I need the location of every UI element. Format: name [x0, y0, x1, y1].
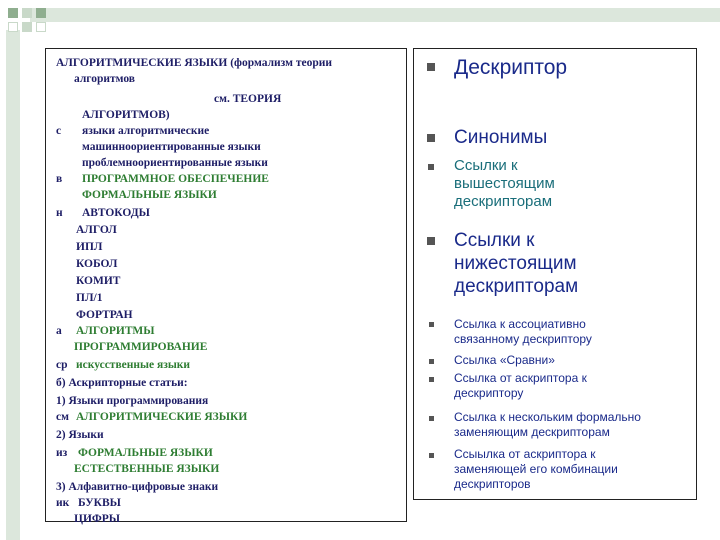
square-bullet-icon [429, 453, 434, 458]
entry-line: б) Аскрипторные статьи: [56, 377, 188, 389]
entry-line: проблемноориентированные языки [82, 157, 268, 169]
entry-line: а АЛГОРИТМЫ [56, 325, 155, 337]
entry-line: из ФОРМАЛЬНЫЕ ЯЗЫКИ [56, 447, 213, 459]
deco-square [8, 22, 18, 32]
entry-line: с языки алгоритмические [56, 125, 210, 137]
legend-link-compare: Ссылка «Сравни» [454, 353, 555, 367]
entry-line: см АЛГОРИТМИЧЕСКИЕ ЯЗЫКИ [56, 411, 248, 423]
square-bullet-icon [427, 63, 435, 71]
entry-line: АЛГОРИТМОВ) [82, 109, 170, 121]
entry-line: в ПРОГРАММНОЕ ОБЕСПЕЧЕНИЕ [56, 173, 269, 185]
entry-line: машинноориентированные языки [82, 141, 261, 153]
deco-square [36, 22, 46, 32]
legend-descriptor: Дескриптор [454, 56, 568, 79]
entry-line: н АВТОКОДЫ [56, 207, 150, 219]
deco-square [8, 8, 18, 18]
deco-square [36, 8, 46, 18]
entry-line: АЛГОРИТМИЧЕСКИЕ ЯЗЫКИ (формализм теории [56, 57, 332, 69]
square-bullet-icon [428, 164, 434, 170]
square-bullet-icon [429, 416, 434, 421]
entry-line: ср искусственные языки [56, 359, 191, 371]
square-bullet-icon [429, 377, 434, 382]
square-bullet-icon [429, 359, 434, 364]
entry-line: ФОРТРАН [76, 309, 133, 321]
square-bullet-icon [427, 237, 435, 245]
legend-link-several: Ссылка к нескольким формально заменяющим дескрипторам [454, 410, 641, 439]
legend-link-assoc: Ссылка к ассоциативно связанному дескриптору [454, 317, 592, 346]
entry-line: алгоритмов [74, 73, 136, 85]
entry-line: 2) Языки [56, 429, 104, 441]
entry-line: 1) Языки программирования [56, 395, 209, 407]
entry-line: 3) Алфавитно-цифровые знаки [56, 481, 219, 493]
thesaurus-entry-panel [45, 48, 407, 525]
entry-line: КОБОЛ [76, 258, 118, 270]
entry-line: ЕСТЕСТВЕННЫЕ ЯЗЫКИ [74, 463, 220, 475]
square-bullet-icon [429, 322, 434, 327]
legend-links-down: Ссылки к нижестоящим дескрипторам [454, 230, 579, 297]
entry-line: ПЛ/1 [76, 292, 103, 304]
entry-line: ИПЛ [76, 241, 103, 253]
entry-line: ик БУКВЫ [56, 497, 121, 509]
entry-line: КОМИТ [76, 275, 121, 287]
square-bullet-icon [427, 134, 435, 142]
entry-line: АЛГОЛ [76, 224, 117, 236]
deco-square [22, 8, 32, 18]
deco-square [22, 22, 32, 32]
legend-synonyms: Синонимы [454, 127, 548, 148]
legend-links-up: Ссылки к вышестоящим дескрипторам [454, 157, 555, 210]
header-band [30, 8, 720, 22]
legend-link-combination: Ссыылка от аскриптора к заменяющей его комбинации дескрипторов [454, 447, 618, 491]
legend-link-from-ascriptor: Ссылка от аскриптора к дескриптору [454, 371, 587, 400]
entry-line: см. ТЕОРИЯ [214, 93, 282, 105]
entry-line: ПРОГРАММИРОВАНИЕ [74, 341, 208, 353]
entry-line: ФОРМАЛЬНЫЕ ЯЗЫКИ [82, 189, 217, 201]
side-band [6, 30, 20, 540]
entry-line: ЦИФРЫ [74, 513, 121, 525]
descriptor-legend-panel [413, 48, 697, 500]
